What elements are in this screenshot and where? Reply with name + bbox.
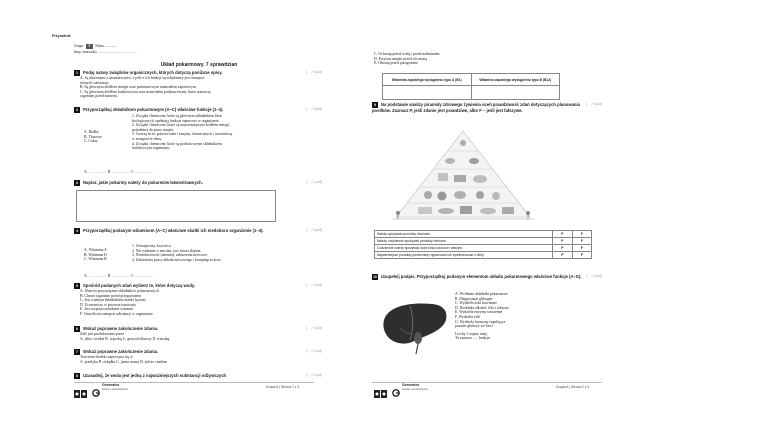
page-number: Grupa A | Strona 2 z 3 xyxy=(556,385,590,389)
question-text: Na podstawie analizy piramidy zdrowego żywienia oceń prawdziwość zdań dotyczących planowania posiłków. Zaznacz P, jeśli zdanie jest prawdziwe, albo F – jeśli jest fałszywe. xyxy=(372,102,580,113)
question-number: 6 xyxy=(74,326,80,332)
option-item[interactable]: A. Ułatwia przyswajanie składników pokarmowych xyxy=(80,289,159,293)
function-item: F. Wydziela żółć xyxy=(455,314,481,319)
statement-cell: Codziennie należy spożywać duże ilości owoców i warzyw. xyxy=(375,245,553,252)
answer-blank-q4[interactable]: A. ............. B. ............. C. ............. xyxy=(84,274,154,278)
vitamin-cell-b[interactable] xyxy=(471,86,560,100)
points-q5: [ ... / 1 pkt] xyxy=(306,283,322,287)
answer-note[interactable]: Liczby 1 zapisz tutaj: xyxy=(455,331,488,336)
function-item: 4. Związki chemiczne, które są podstawowym składnikiem xyxy=(132,141,222,146)
function-item: D. Rozkłada alkohol, leki i toksyny xyxy=(455,305,509,310)
question-text: Przyporządkuj składnikom pokarmowym (A–C) właściwe funkcje (1–4). xyxy=(83,107,224,113)
question-text: Napisz, jakie pokarmy należy do pokarmów łatwostrawnych. xyxy=(83,180,203,186)
generator-logo xyxy=(392,384,400,402)
option-item[interactable]: F. Umożliwia transport substancji w organizmie xyxy=(80,311,153,316)
question-3 xyxy=(74,180,344,186)
vitamin-col-a: Witamina zapobiega wystąpieniu typu A (B1) xyxy=(383,74,472,86)
answer-line: organizm przed zimnem. xyxy=(80,94,118,99)
liver-illustration xyxy=(380,298,450,363)
generator-logo xyxy=(92,384,100,402)
option-item: B. Witamina D xyxy=(84,252,107,257)
options-list xyxy=(84,130,102,144)
vitamin-col-b: Witamina zapobiega wystąpieniu typu B (B12) xyxy=(471,74,560,86)
brand-label: Przyrodnik xyxy=(52,34,71,38)
option-item: D. Przyrost mięśni przed ich utratą xyxy=(374,56,427,61)
footer-logo xyxy=(74,385,88,402)
points-q8: [ ... / 1 pkt] xyxy=(306,373,322,377)
function-item: w transporcie tlenu. xyxy=(132,136,163,141)
option-item[interactable]: D. Uczestniczy w procesie trawienia xyxy=(80,302,136,307)
generator-logo-text: Generator xyxy=(102,383,120,387)
table-row xyxy=(375,231,592,238)
question-number: 8 xyxy=(74,373,80,379)
option-item[interactable]: C. Jest ważnym składnikiem tkanki łącznej xyxy=(80,298,146,303)
food-pyramid-icon xyxy=(388,125,538,223)
points-q9: [ ... / 3 pkt] xyxy=(586,102,602,106)
food-pyramid-illustration xyxy=(388,125,538,228)
name-row: Imię i nazwisko ........................................... xyxy=(74,50,137,54)
option-item: A. Witamina A xyxy=(84,248,107,252)
page-number: Grupa A | Strona 1 z 3 xyxy=(266,385,300,389)
question-5 xyxy=(74,283,344,317)
class-blank: .............. xyxy=(104,44,118,48)
question-4 xyxy=(74,228,294,234)
question-8 xyxy=(74,373,314,379)
function-item: 2. Nie widzenie o zmroku, tzw. kurza ślepota xyxy=(132,248,201,253)
page-title: Układ pokarmowy. 7 sprawdzian xyxy=(160,62,238,68)
group-value: A xyxy=(87,44,91,48)
points-q4: [ ... / 3 pkt] xyxy=(306,228,322,232)
functions-list xyxy=(132,244,312,262)
points-q3: [ ... / 1 pkt] xyxy=(306,180,322,184)
question-1 xyxy=(74,70,344,99)
function-item: 1. Osteoporoza, krzywica xyxy=(132,244,171,248)
function-item: biologicznych, spełniają funkcje zapasowe w organizmie. xyxy=(132,118,220,123)
points-q2: [ ... / 3 pkt] xyxy=(306,107,322,111)
table-row xyxy=(375,245,592,252)
statement-cell: Należy spożywać produkty zbożowe. xyxy=(375,231,553,238)
answer-line: A. Są złożonymi z aminokwasów, a jeśli z ich funkcji wyodrębnimy jest transport xyxy=(80,76,205,80)
class-label: Klasa xyxy=(95,44,104,48)
points-q6: [ ... / 1 pkt] xyxy=(306,326,322,330)
choice-row[interactable]: A. jelito cienkie B. wątrobę C. gruczoł ślinowy D. trzustkę xyxy=(80,336,170,341)
function-item: G. Wydziela hormony regulujące xyxy=(455,319,506,324)
liver-organ-icon xyxy=(380,298,450,358)
points-q7: [ ... / 1 pkt] xyxy=(306,349,322,353)
points-q10: [ ... / 3 pkt] xyxy=(586,274,602,278)
question-number: 1 xyxy=(74,70,80,76)
true-option[interactable]: P xyxy=(552,245,572,252)
function-item: 2. Związki chemiczne, które są najważniejszym źródłem energii xyxy=(132,123,230,128)
question-text: Spośród podanych zdań wybierz te, które dotyczą wody. xyxy=(83,283,196,289)
page-right xyxy=(360,30,732,402)
publisher-logo-icon xyxy=(74,390,88,398)
question-number: 9 xyxy=(372,102,378,108)
function-item: B. Magazynuje glikogen xyxy=(455,296,493,301)
true-false-table xyxy=(374,230,592,259)
function-item: poziom glukozy we krwi xyxy=(455,324,493,329)
question-text: Przyporządkuj podanym witaminom (A–C) właściwe skutki ich niedoboru organizmie (1–4). xyxy=(83,228,264,234)
option-item: C. Cukry xyxy=(84,139,98,144)
function-item: potrzebnej do pracy mięśni. xyxy=(132,127,175,132)
option-item[interactable]: E. Jest rozpuszczalnikiem witamin xyxy=(80,307,133,312)
question-7 xyxy=(74,349,344,364)
question-number: 3 xyxy=(74,180,80,186)
table-row xyxy=(375,238,592,245)
option-item[interactable]: B. Chroni organizm przed przegrzaniem xyxy=(80,293,142,298)
question-6 xyxy=(74,326,344,341)
option-item: B. Tłuszcze xyxy=(84,134,102,139)
question-number: 5 xyxy=(74,283,80,289)
options-list xyxy=(84,248,107,262)
answer-note[interactable]: Tu zaznacz ..... funkcje. xyxy=(455,336,492,341)
question-number: 4 xyxy=(74,228,80,234)
publisher-logo-icon xyxy=(374,390,388,398)
question-number: 10 xyxy=(373,275,377,279)
option-item: C. Ochronę przed wodą i przed nadmiarem xyxy=(374,52,440,56)
answer-line: C. Są głównym źródłem budulcowym oraz materiałem podstawowym, które stanowią xyxy=(80,89,211,94)
answer-line: różnych substancji. xyxy=(80,80,110,85)
generator-logo-sub: testów i sprawdzianów xyxy=(102,388,128,391)
question-text: Wskaż poprawne zakończenie zdania. xyxy=(83,349,159,355)
answer-box-q3[interactable] xyxy=(76,190,276,222)
question-stem: Trawienie białek rozpoczyna się w xyxy=(80,355,133,359)
question-10 xyxy=(372,274,582,280)
function-item: budulcowym organizmu. xyxy=(132,146,170,151)
true-option[interactable]: P xyxy=(552,238,572,245)
question-number: 7 xyxy=(74,349,80,355)
function-item: 3. Niedokrwistość (anemia), zaburzenia nerwowe xyxy=(132,253,208,258)
functions-list xyxy=(132,114,312,151)
question-text: Uzasadnij, że woda jest jedną z najważniejszych substancji odżywczych xyxy=(83,373,227,379)
option-item: E. Obronę przed patogenami xyxy=(374,61,418,66)
group-row xyxy=(74,44,117,49)
question-text: Uzupełnij podpis. Przyporządkuj podanym elementom układu pokarmowego właściwe funkcje (A–G). xyxy=(381,274,582,280)
generator-g-icon xyxy=(392,389,400,397)
false-option[interactable]: F xyxy=(572,252,591,259)
question-number: 2 xyxy=(74,107,80,113)
generator-g-icon xyxy=(92,389,100,397)
function-item: 1. Związki chemiczne, które są głównym składnikiem błon xyxy=(132,114,222,118)
false-option[interactable]: F xyxy=(572,238,591,245)
continued-options xyxy=(374,52,439,66)
true-option[interactable]: P xyxy=(552,231,572,238)
question-text: Wskaż poprawne zakończenie zdania. xyxy=(83,326,159,332)
choice-row[interactable]: A. przełyku B. żołądku C. jamie ustnej D. jelicie cienkim xyxy=(80,359,168,364)
question-stem: Żółć jest produkowana przez xyxy=(80,332,124,336)
function-item: E. Wydziela enzymy trawienne xyxy=(455,310,503,315)
vitamin-table xyxy=(382,73,560,100)
group-label: Grupa xyxy=(74,44,83,48)
generator-logo-sub: testów i sprawdzianów xyxy=(402,388,428,391)
vitamin-cell-a[interactable] xyxy=(383,86,472,100)
question-text: Podaj nazwy związków organicznych, których dotyczą poniższe opisy. xyxy=(83,70,223,76)
true-option[interactable]: P xyxy=(552,252,572,259)
liver-functions-list xyxy=(455,292,555,341)
option-item: A. Białka xyxy=(84,130,99,134)
function-item: 3. Tworzą m.in. przeciwciała i enzymy chemicznych i uczestniczą xyxy=(132,132,233,137)
statement-cell: Należy codziennie spożywać produkty mleczne. xyxy=(375,238,553,245)
false-option[interactable]: F xyxy=(572,245,591,252)
question-2 xyxy=(74,107,344,113)
answer-blank-q2[interactable]: A. ............. B. ............. C. ............. xyxy=(84,170,154,174)
answer-line: B. Są głównym źródłem energii oraz podstawowym materiałem zapasowym xyxy=(80,85,196,90)
footer-logo xyxy=(374,385,388,402)
table-row xyxy=(375,252,592,259)
option-item: C. Witamina B xyxy=(84,257,107,262)
points-q1: [ ... / 3 pkt] xyxy=(306,70,322,74)
function-item: C. Wydziela soki trawienne xyxy=(455,301,497,306)
generator-logo-text: Generator xyxy=(402,383,420,387)
false-option[interactable]: F xyxy=(572,231,591,238)
function-item: 4. Zaburzenia pracy układu nerwowego i krzepnięcia krwi. xyxy=(132,257,222,262)
function-item: A. Wchłania składniki pokarmowe xyxy=(455,292,508,296)
statement-cell: Najważniejsze produkty powinniśmy ograniczać lub wyeliminować z diety. xyxy=(375,252,553,259)
question-9 xyxy=(372,102,592,113)
